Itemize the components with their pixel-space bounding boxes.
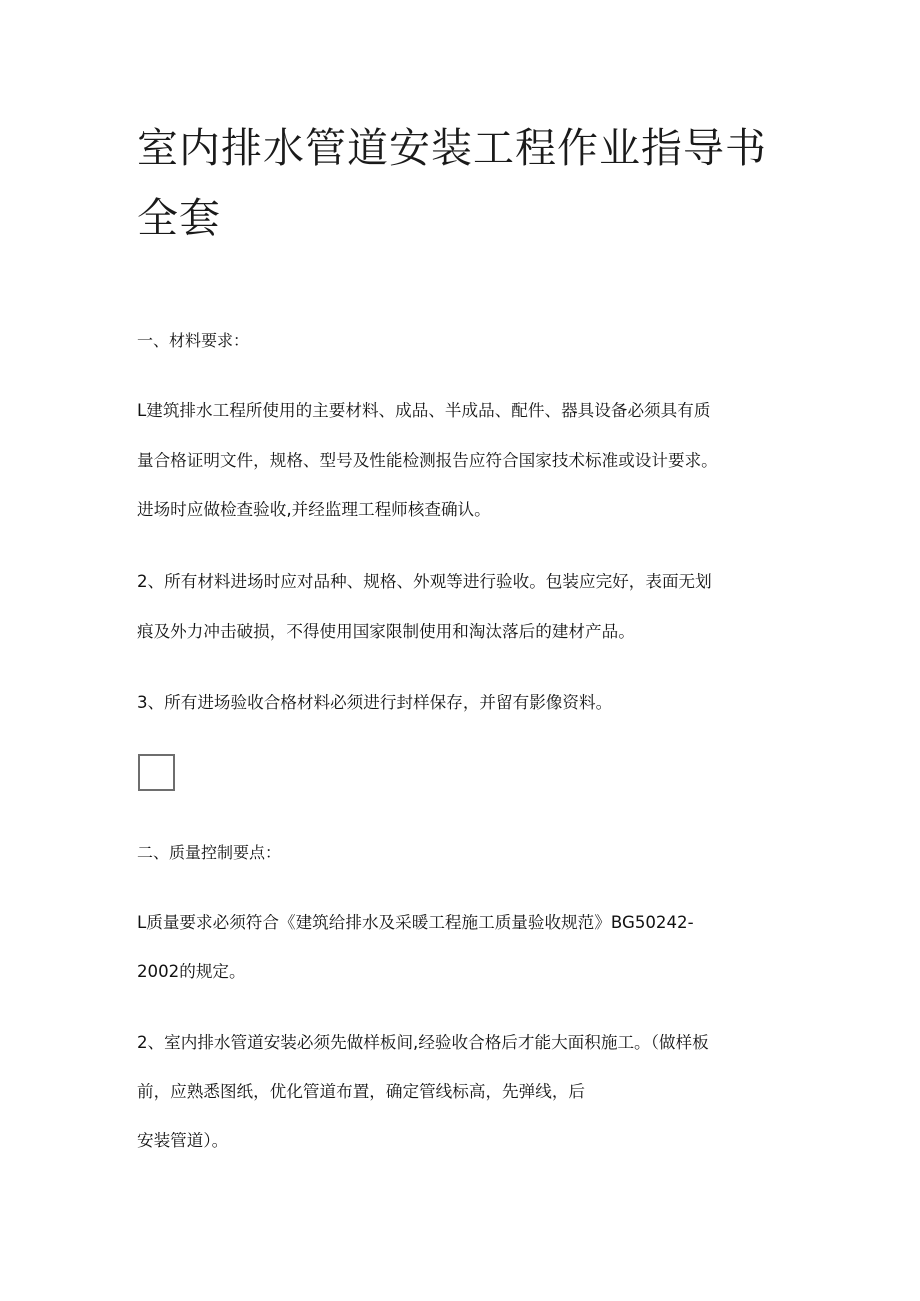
section-2-item-1-line-2: 2002的规定。 <box>137 962 246 981</box>
section-2-heading: 二、质量控制要点： <box>137 843 282 862</box>
section-2-item-2-line-1: 2、室内排水管道安装必须先做样板间,经验收合格后才能大面积施工。（做样板 <box>137 1033 709 1052</box>
section-2-item-2-line-2: 前，应熟悉图纸，优化管道布置，确定管线标高，先弹线，后 <box>137 1082 586 1101</box>
section-1-heading: 一、材料要求： <box>137 331 250 350</box>
section-1-item-2-line-1: 2、所有材料进场时应对品种、规格、外观等进行验收。包装应完好，表面无划 <box>137 572 712 591</box>
document-title-line-1: 室内排水管道安装工程作业指导书 <box>137 124 767 172</box>
document-title-line-2: 全套 <box>137 194 221 242</box>
section-2-item-1-line-1: L质量要求必须符合《建筑给排水及采暖工程施工质量验收规范》BG50242- <box>137 913 694 932</box>
section-1-item-3-line-1: 3、所有进场验收合格材料必须进行封样保存，并留有影像资料。 <box>137 693 613 712</box>
section-1-item-1-line-2: 量合格证明文件，规格、型号及性能检测报告应符合国家技术标准或设计要求。 <box>137 451 718 470</box>
checkbox[interactable] <box>138 754 175 791</box>
section-1-item-1-line-1: L建筑排水工程所使用的主要材料、成品、半成品、配件、器具设备必须具有质 <box>137 401 711 420</box>
section-2-item-2-line-3: 安装管道）。 <box>137 1131 229 1150</box>
section-1-item-2-line-2: 痕及外力冲击破损，不得使用国家限制使用和淘汰落后的建材产品。 <box>137 622 635 641</box>
section-1-item-1-line-3: 进场时应做检查验收,并经监理工程师核查确认。 <box>137 500 491 519</box>
